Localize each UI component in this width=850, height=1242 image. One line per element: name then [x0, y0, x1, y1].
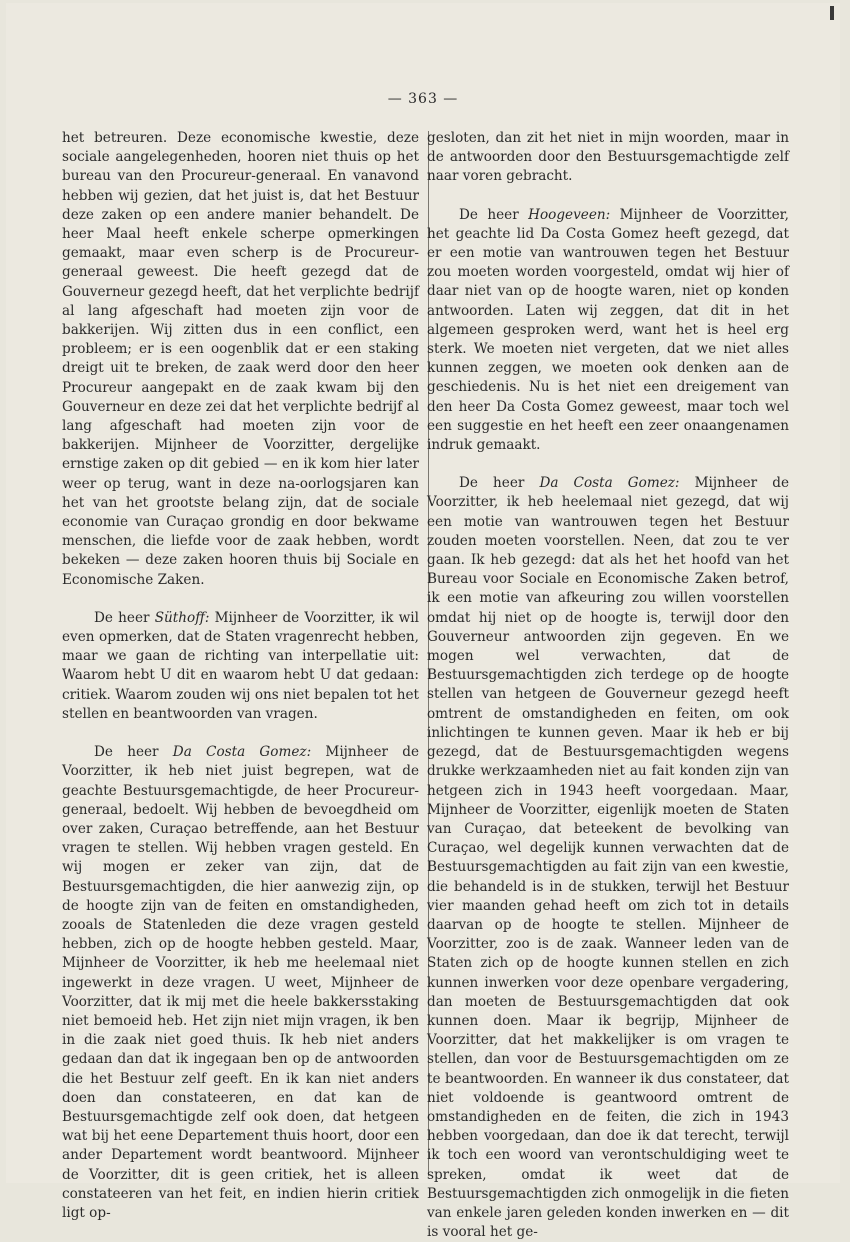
paragraph [62, 129, 419, 590]
paragraph-text: Mijnheer de Voorzitter, ik wil even opmerken, dat de Staten vragenrecht hebben, maar we gaan de richting van interpellatie uit: Waarom hebt U dit en waarom hebt U dat gedaan: critiek. Waarom zouden wij ons niet bepalen tot het stellen en beantwoorden van vragen. [62, 609, 419, 722]
paragraph-text: gesloten, dan zit het niet in mijn woorden, maar in de antwoorden door den Bestuursgemachtigde zelf naar voren gebracht. [427, 130, 789, 185]
paragraph-text: Mijnheer de Voorzitter, het geachte lid Da Costa Gomez heeft gezegd, dat er een motie van wantrouwen tegen het Bestuur zou moeten worden voorgesteld, omdat wij hier of daar niet van op de hoogte waren, niet op konden antwoorden. Laten wij zeggen, dat dit in het algemeen gesproken werd, want het is heel erg sterk. We moeten niet vergeten, dat we niet alles kunnen zeggen, we moeten ook denken aan de geschiedenis. Nu is het niet een dreigement van den heer Da Costa Gomez geweest, maar toch wel een suggestie en het heeft een zeer onaangenamen indruk gemaakt. [427, 206, 790, 454]
page-corner-mark [830, 6, 834, 20]
speaker-name: Da Costa Gomez: [539, 475, 680, 492]
paragraph [62, 609, 419, 724]
paragraph-text: Mijnheer de Voorzitter, ik heb niet juist begrepen, wat de geachte Bestuursgemachtigde, de heer Procureur-generaal, bedoelt. Wij hebben de bevoegdheid om over zaken, Curaçao betreffende, aan het Bestuur vragen te stellen. Wij hebben vragen gesteld. En wij mogen er zeker van zijn, dat de Bestuursgemachtigden, die hier aanwezig zijn, op de hoogte zijn van de feiten en omstandigheden, zooals de Statenleden die deze vragen gesteld hebben, zich op de hoogte hebben gesteld. Maar, Mijnheer de Voorzitter, ik heb me heelemaal niet ingewerkt in deze vragen. U weet, Mijnheer de Voorzitter, dat ik mij met die heele bakkersstaking niet bemoeid heb. Het zijn niet mijn vragen, ik ben in die zaak niet goed thuis. Ik heb niet anders gedaan dan dat ik ingegaan ben op de antwoorden die het Bestuur zelf geeft. En ik kan niet anders doen dan constateeren, en dat kan de Bestuursgemachtigde zelf ook doen, dat hetgeen wat bij het eene Departement thuis hoort, door een ander Departement wordt beantwoord. Mijnheer de Voorzitter, dit is geen critiek, het is alleen constateeren van het feit, en indien hierin critiek ligt op- [62, 744, 419, 1221]
speaker-prefix: De heer [94, 744, 173, 761]
left-column [62, 129, 419, 1223]
speaker-prefix: De heer [459, 206, 529, 223]
paragraph [427, 206, 789, 456]
document-page [6, 3, 840, 1241]
speaker-name: Da Costa Gomez: [172, 744, 312, 761]
right-column [427, 129, 789, 1242]
paragraph [62, 743, 419, 1223]
speaker-prefix: De heer [459, 475, 540, 492]
speaker-prefix: De heer [94, 609, 155, 626]
paragraph-text: het betreuren. Deze economische kwestie, deze sociale aangelegenheden, hooren niet thuis op het bureau van den Procureur-generaal. En vanavond hebben wij gezien, dat het juist is, dat het Bestuur deze zaken op een andere manier behandelt. De heer Maal heeft enkele scherpe opmerkingen gemaakt, maar even scherp is de Procureur-generaal geweest. Die heeft gezegd dat de Gouverneur gezegd heeft, dat het verplichte bedrijf al lang afgeschaft had moeten zijn voor de bakkerijen. Wij zitten dus in een conflict, een probleem; er is een oogenblik dat er een staking dreigt uit te breken, de zaak werd door den heer Procureur aangepakt en de zaak kwam bij den Gouverneur en deze zei dat het verplichte bedrijf al lang afgeschaft had moeten zijn voor de bakkerijen. Mijnheer de Voorzitter, dergelijke ernstige zaken op dit gebied — en ik kom hier later weer op terug, want in deze na-oorlogsjaren kan het van het grootste belang zijn, dat de sociale economie van Curaçao grondig en door bekwame menschen, die liefde voor de zaak hebben, wordt bekeken — deze zaken hooren thuis bij Sociale en Economische Zaken. [62, 130, 419, 588]
page-number: — 363 — [387, 91, 459, 107]
paragraph-text: Mijnheer de Voorzitter, ik heb heelemaal niet gezegd, dat wij een motie van wantrouwen tegen het Bestuur zouden moeten voorstellen. Neen, dat zou te ver gaan. Ik heb gezegd: dat als het het hoofd van het Bureau voor Sociale en Economische Zaken betrof, ik een motie van afkeuring zou willen voorstellen omdat hij niet op de hoogte is, terwijl door den Gouverneur antwoorden zijn gegeven. En we mogen wel verwachten, dat de Bestuursgemachtigden zich terdege op de hoogte stellen van hetgeen de Gouverneur gezegd heeft omtrent de omstandigheden en feiten, om ook inlichtingen te kunnen geven. Maar ik heb er bij gezegd, dat de Bestuursgemachtigden wegens drukke werkzaamheden niet au fait konden zijn van hetgeen zich in 1943 heeft voorgedaan. Maar, Mijnheer de Voorzitter, eigenlijk moeten de Staten van Curaçao, dat beteekent de bevolking van Curaçao, wel degelijk kunnen verwachten dat de Bestuursgemachtigden au fait zijn van een kwestie, die behandeld is in de stukken, terwijl het Bestuur vier maanden gehad heeft om zich tot in details daarvan op de hoogte te stellen. Mijnheer de Voorzitter, zoo is de zaak. Wanneer leden van de Staten zich op de hoogte kunnen stellen en zich kunnen inwerken voor deze openbare vergadering, dan moeten de Bestuursgemachtigden dat ook kunnen doen. Maar ik begrijp, Mijnheer de Voorzitter, dat het makkelijker is om vragen te stellen, dan voor de Bestuursgemachtigden om ze te beantwoorden. En wanneer ik dus constateer, dat niet voldoende is geantwoord omtrent de omstandigheden en de feiten, die zich in 1943 hebben voorgedaan, dan doe ik dat terecht, terwijl ik toch een woord van verontschuldiging weet te spreken, omdat ik weet dat de Bestuursgemachtigden zich onmogelijk in die fieten van enkele jaren geleden konden inwerken en — dit is vooral het ge- [427, 475, 789, 1241]
paragraph [427, 474, 789, 1242]
paragraph [427, 129, 789, 187]
speaker-name: Hoogeveen: [528, 206, 611, 223]
speaker-name: Süthoff: [154, 609, 210, 626]
